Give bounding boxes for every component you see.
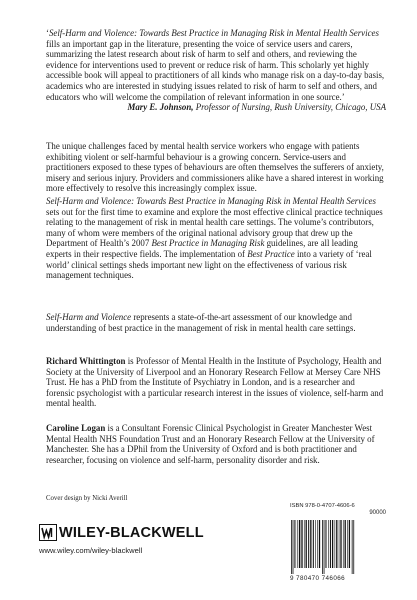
paragraph-2-text-c: into a variety of ‘real world’ clinical settings sheds important new light on the effectiveness of various risk management techniques. — [46, 248, 372, 281]
quote-open-mark: ‘ — [46, 28, 49, 38]
barcode-bar — [306, 520, 307, 568]
barcode-bar — [336, 520, 337, 568]
barcode-bar — [325, 520, 326, 568]
author-bio-whittington — [46, 356, 384, 409]
paragraph-2-guidelines-title: Best Practice in Managing Risk — [151, 238, 265, 249]
barcode-bar — [293, 520, 294, 574]
quote-text — [46, 28, 386, 102]
price-code: 90000 — [369, 510, 386, 516]
barcode-bar — [335, 520, 336, 568]
barcode-bar — [304, 520, 305, 568]
paragraph-2-best-practice: Best Practice — [247, 248, 295, 259]
barcode-bar — [315, 520, 316, 568]
barcode-bar — [299, 520, 301, 568]
paragraph-2-text-a: sets out for the first time to examine and explore the most effective clinical practice techniques relating to the management of risk in mental health care settings. The volume’s contributors, many of whom were members of the original national advisory group that drew up the Department of Health’s 2007 — [46, 206, 383, 249]
barcode-bars — [290, 520, 386, 574]
description-paragraph-3 — [46, 312, 384, 333]
barcode-bar — [297, 520, 298, 568]
barcode-bar — [332, 520, 333, 568]
barcode-bar — [291, 520, 292, 574]
isbn-barcode — [290, 503, 386, 582]
author-bio-logan — [46, 423, 384, 465]
barcode-bar — [313, 520, 314, 568]
publisher-logo — [39, 524, 204, 541]
barcode-bar — [330, 520, 331, 568]
barcode-bar — [301, 520, 302, 568]
wiley-blackwell-logo-icon — [39, 524, 57, 541]
barcode-bar — [322, 520, 323, 574]
paragraph-2-text — [46, 196, 384, 281]
quote-attribution — [46, 102, 386, 113]
author-name-whittington: Richard Whittington — [46, 356, 126, 366]
barcode-bar — [343, 520, 344, 568]
barcode-bar — [352, 520, 353, 574]
endorsement-quote — [46, 28, 386, 113]
description-paragraph-2 — [46, 196, 384, 281]
bio-2-text — [46, 423, 384, 465]
quote-book-title: Self-Harm and Violence: Towards Best Practice in Managing Risk in Mental Health Services — [48, 28, 379, 38]
paragraph-3-text — [46, 312, 384, 333]
paragraph-2-text-b: guidelines, are all leading experts in their respective fields. The implementation of — [46, 238, 358, 259]
paragraph-3-body: represents a state-of-the-art assessment of our knowledge and understanding of best practice in the management of risk in mental health care settings. — [46, 312, 356, 333]
paragraph-1-text: The unique challenges faced by mental health service workers who engage with patients exhibiting violent or self-harmful behaviour is a growing concern. Service-users and practitioners exposed to these types of behaviours are often themselves the sufferers of anxiety, misery and serious injury. Providers and commissioners alike have a shared interest in working more effectively to resolve this increasingly complex issue. — [46, 141, 384, 194]
quote-body: fills an important gap in the literature, presenting the voice of service users and carers, summarizing the latest research about risk of harm to self and others, and reviewing the evidence for interventions used to prevent or reduce risk of harm. This scholarly yet highly accessible book will appeal to practitioners of all kinds who manage risk on a day-to-day basis, academics who are interested in studying issues related to risk of harm to self and others, and educators who will welcome the compilation of relevant information in one source.’ — [46, 38, 385, 102]
barcode-bar — [319, 520, 320, 568]
isbn-text: ISBN 978-0-4707-4606-6 — [290, 503, 355, 509]
barcode-bar — [294, 520, 295, 568]
barcode-bar — [310, 520, 311, 568]
publisher-name: WILEY-BLACKWELL — [59, 524, 204, 541]
barcode-bar — [317, 520, 318, 568]
attribution-name: Mary E. Johnson, — [127, 102, 194, 113]
barcode-bar — [345, 520, 346, 568]
barcode-bar — [353, 520, 354, 574]
barcode-bar — [328, 520, 329, 568]
bio-2-body: is a Consultant Forensic Clinical Psychologist in Greater Manchester West Mental Health NHS Foundation Trust and an Honorary Research Fellow at the University of Manchester. She has a DPhil from the University of Oxford and is both practitioner and researcher, focusing on violence and self-harm, personality disorder and risk. — [46, 423, 375, 465]
paragraph-3-book-title: Self-Harm and Violence — [46, 312, 132, 322]
barcode-bar — [340, 520, 341, 568]
bio-1-text — [46, 356, 384, 409]
barcode-bar — [339, 520, 340, 568]
cover-design-credit: Cover design by Nicki Averill — [46, 495, 128, 502]
barcode-bar — [308, 520, 309, 568]
attribution-role: Professor of Nursing, Rush University, Chicago, USA — [193, 102, 386, 113]
barcode-bar — [324, 520, 325, 574]
paragraph-2-book-title: Self-Harm and Violence: Towards Best Practice in Managing Risk in Mental Health Services — [46, 196, 376, 206]
ean-digits: 9 780470 746066 — [290, 575, 346, 582]
description-paragraph-1 — [46, 141, 384, 194]
publisher-url: www.wiley.com/wiley-blackwell — [39, 546, 143, 555]
barcode-bar — [349, 520, 350, 568]
author-name-logan: Caroline Logan — [46, 423, 106, 433]
bio-1-body: is Professor of Mental Health in the Institute of Psychology, Health and Society at the University of Liverpool and an Honorary Research Fellow at Mersey Care NHS Trust. He has a PhD from the Institute of Psychiatry in London, and is a researcher and forensic psychologist with a particular research interest in the issues of violence, self-harm and mental health. — [46, 356, 384, 409]
barcode-bar — [347, 520, 348, 568]
